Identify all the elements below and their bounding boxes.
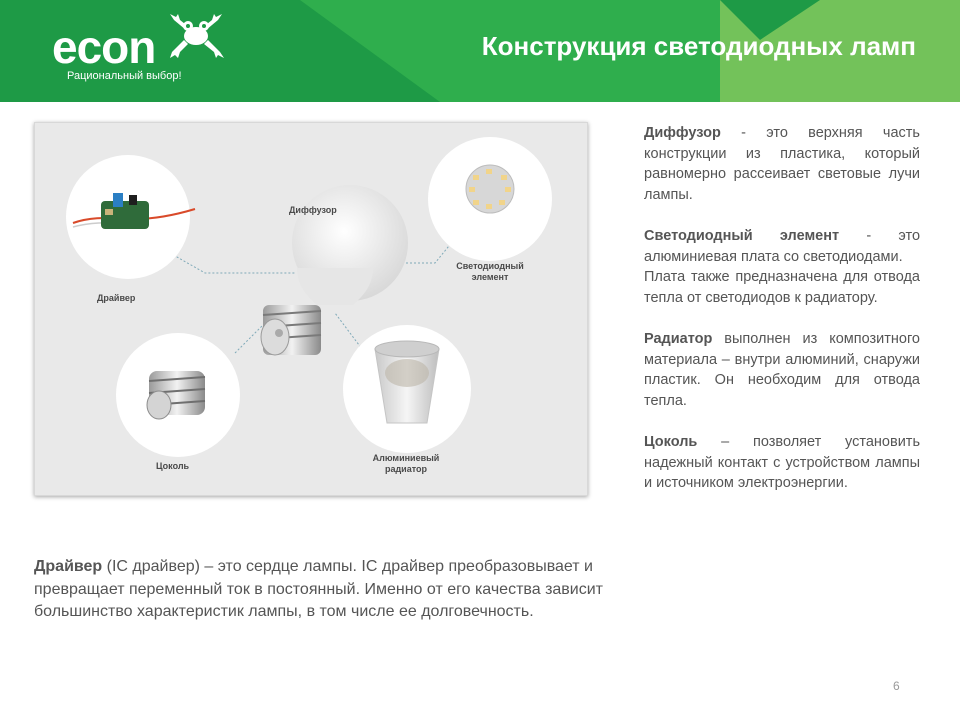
radiator-term: Радиатор xyxy=(644,330,713,347)
page-title: Конструкция светодиодных ламп xyxy=(481,31,916,61)
label-led-element xyxy=(445,261,535,283)
radiator-description xyxy=(644,329,920,411)
base-term: Цоколь xyxy=(644,433,698,450)
base-text: – позволяет установить надежный контакт с устройством лампы и источником электроэнергии. xyxy=(644,433,920,492)
diagram-drawing xyxy=(35,123,589,497)
label-led-line1: Светодиодный xyxy=(456,261,524,271)
logo-tagline: Рациональный выбор! xyxy=(67,70,182,82)
header-banner xyxy=(0,0,960,102)
logo-wordmark: econ xyxy=(52,21,156,73)
econ-logo xyxy=(52,14,252,94)
page-number: 6 xyxy=(893,679,900,693)
label-radiator-line1: Алюминиевый xyxy=(372,453,440,463)
lamp-construction-diagram xyxy=(34,122,588,496)
diffuser-description xyxy=(644,123,920,205)
driver-description xyxy=(34,556,604,624)
radiator-text: выполнен из композитного материала – внутри алюминий, снаружи пластик. Он необходим для отвода тепла. xyxy=(644,330,920,409)
driver-text: (IC драйвер) – это сердце лампы. IC драйвер преобразовывает и превращает переменный ток в постоянный. Именно от его качества зависит большинство характеристик лампы, в том числе ее долговечность. xyxy=(34,558,604,621)
radiator-circle xyxy=(343,325,471,453)
diffuser-term: Диффузор xyxy=(644,125,721,141)
led-text: - это алюминиевая плата со светодиодами. xyxy=(644,227,921,265)
label-radiator-line2: радиатор xyxy=(384,464,428,474)
label-base: Цоколь xyxy=(156,461,190,471)
led-element-circle xyxy=(428,137,552,261)
base-circle xyxy=(116,333,240,457)
base-description xyxy=(644,432,920,494)
label-radiator xyxy=(361,453,451,475)
driver-term: Драйвер xyxy=(34,558,103,575)
led-description xyxy=(644,226,920,267)
led-extra-description: Плата также предназначена для отвода тепла от светодиодов к радиатору. xyxy=(644,269,920,306)
label-diffuser: Диффузор xyxy=(289,205,337,215)
label-driver: Драйвер xyxy=(97,293,136,303)
led-term: Светодиодный элемент xyxy=(644,227,840,244)
frog-icon xyxy=(168,12,228,64)
diffuser-text: - это верхняя часть конструкции из пластика, который равномерно рассеивает световые лучи лампы. xyxy=(644,125,920,203)
component-descriptions xyxy=(644,123,920,514)
driver-circle xyxy=(66,155,195,279)
label-led-line2: элемент xyxy=(471,272,509,282)
